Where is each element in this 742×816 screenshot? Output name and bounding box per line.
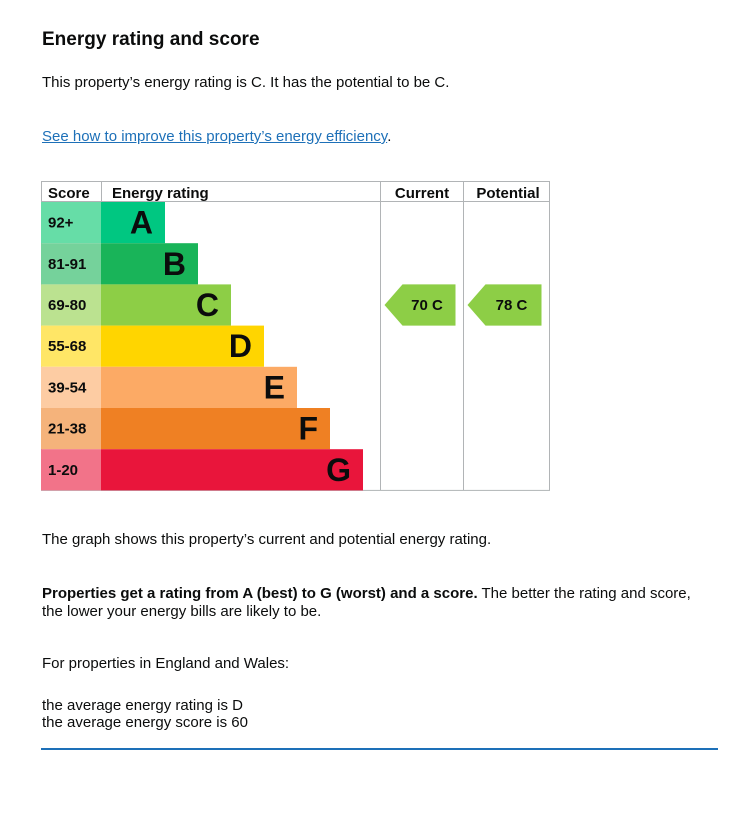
rating-explanation xyxy=(42,585,692,621)
page-title: Energy rating and score xyxy=(42,29,260,50)
score-label-g: 1-20 xyxy=(48,461,79,479)
score-label-a: 92+ xyxy=(48,214,74,232)
rating-letter-c: C xyxy=(195,287,219,323)
rating-summary: This property’s energy rating is C. It has the potential to be C. xyxy=(42,74,450,91)
rating-bar-g xyxy=(101,449,363,490)
potential-rating-arrow-label: 78 C xyxy=(495,297,528,314)
graph-note: The graph shows this property’s current and potential energy rating. xyxy=(42,531,492,548)
rating-explanation-bold: Properties get a rating from A (best) to G (worst) and a score. xyxy=(42,585,478,602)
link-suffix: . xyxy=(387,128,392,145)
current-rating-arrow-label: 70 C xyxy=(411,297,443,314)
score-label-d: 55-68 xyxy=(48,338,87,356)
rating-letter-f: F xyxy=(298,410,318,447)
england-wales-heading: For properties in England and Wales: xyxy=(42,655,290,672)
score-label-c: 69-80 xyxy=(48,297,87,314)
header-energy-rating: Energy rating xyxy=(112,185,209,202)
header-potential: Potential xyxy=(476,185,540,202)
average-rating: the average energy rating is D xyxy=(42,697,243,714)
rating-bar-f xyxy=(101,408,330,449)
rating-explanation-rest: The better the rating and score, the lower your energy bills are likely to be. xyxy=(42,585,691,620)
average-score: the average energy score is 60 xyxy=(42,714,248,731)
score-label-b: 81-91 xyxy=(48,255,87,273)
rating-letter-e: E xyxy=(263,369,285,406)
score-label-e: 39-54 xyxy=(48,379,87,397)
rating-letter-g: G xyxy=(326,451,351,488)
improve-efficiency-link[interactable]: See how to improve this property’s energy efficiency xyxy=(42,128,388,145)
header-score: Score xyxy=(48,185,90,202)
rating-letter-a: A xyxy=(129,204,153,241)
score-label-f: 21-38 xyxy=(48,420,87,438)
rating-letter-d: D xyxy=(228,328,252,365)
section-divider xyxy=(41,748,718,750)
rating-letter-b: B xyxy=(162,245,186,282)
header-current: Current xyxy=(394,185,450,202)
